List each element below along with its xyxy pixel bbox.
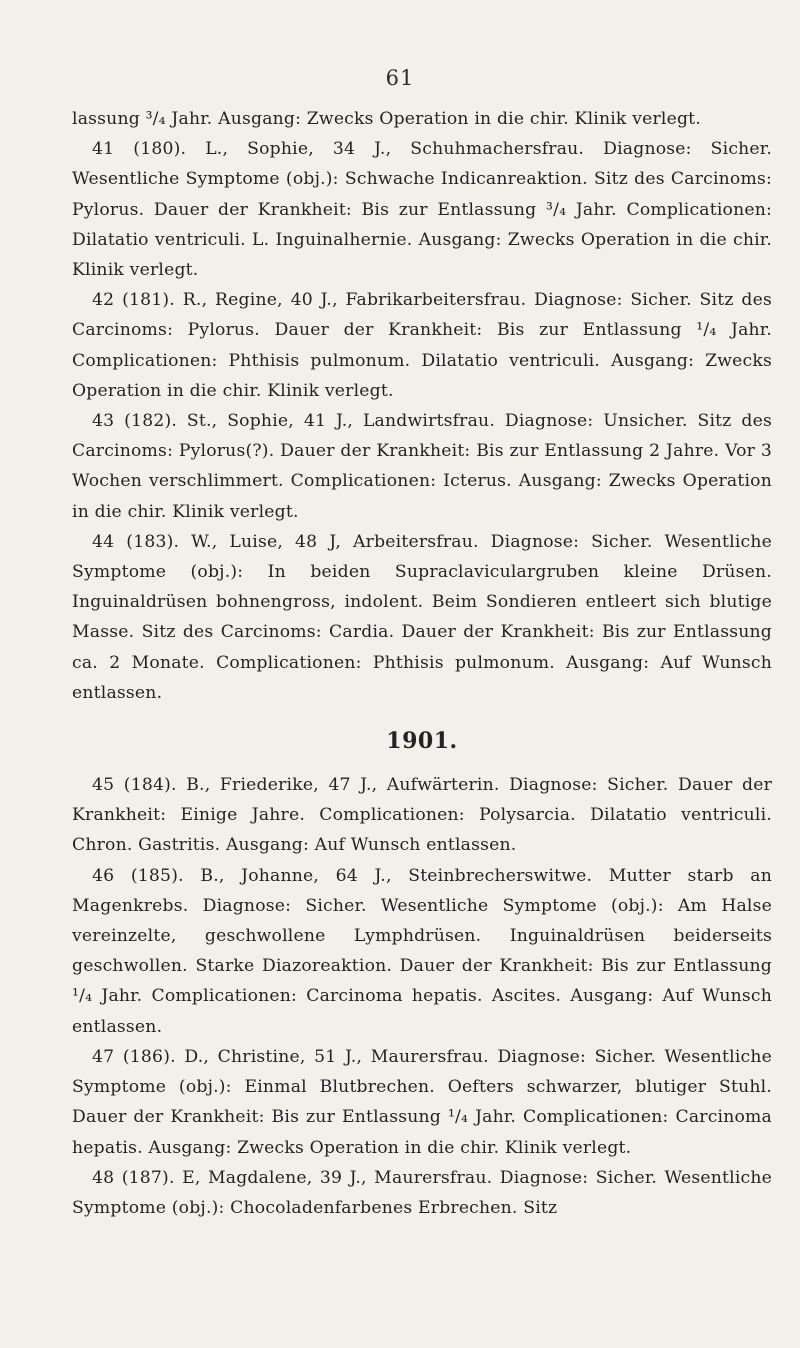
page-body bbox=[72, 104, 772, 1223]
paragraph: 47 (186). D., Christine, 51 J., Maurersfrau. Diagnose: Sicher. Wesentliche Symptome (obj.): Einmal Blutbrechen. Oefters schwarzer, blutiger Stuhl. Dauer der Krankheit: Bis zur Entlassung ¹/₄ Jahr. Complicationen: Carcinoma hepatis. Ausgang: Zwecks Operation in die chir. Klinik verlegt. bbox=[72, 1046, 772, 1158]
case-list-before bbox=[72, 104, 772, 708]
year-heading: 1901. bbox=[386, 728, 458, 755]
page-number: 61 bbox=[385, 66, 415, 90]
case-list-after bbox=[72, 770, 772, 1223]
paragraph: 43 (182). St., Sophie, 41 J., Landwirtsfrau. Diagnose: Unsicher. Sitz des Carcinoms: Pylorus(?). Dauer der Krankheit: Bis zur Entlassung 2 Jahre. Vor 3 Wochen verschlimmert. Complicationen: Icterus. Ausgang: Zwecks Operation in die chir. Klinik verlegt. bbox=[72, 411, 772, 522]
paragraph: 48 (187). E, Magdalene, 39 J., Maurersfrau. Diagnose: Sicher. Wesentliche Symptome (obj.): Chocoladenfarbenes Erbrechen. Sitz bbox=[72, 1167, 772, 1218]
paragraph: lassung ³/₄ Jahr. Ausgang: Zwecks Operation in die chir. Klinik verlegt. bbox=[72, 109, 701, 129]
paragraph: 41 (180). L., Sophie, 34 J., Schuhmachersfrau. Diagnose: Sicher. Wesentliche Symptome (obj.): Schwache Indicanreaktion. Sitz des Carcinoms: Pylorus. Dauer der Krankheit: Bis zur Entlassung ³/₄ Jahr. Complicationen: Dilatatio ventriculi. L. Inguinalhernie. Ausgang: Zwecks Operation in die chir. Klinik verlegt. bbox=[72, 139, 772, 281]
paragraph: 46 (185). B., Johanne, 64 J., Steinbrecherswitwe. Mutter starb an Magenkrebs. Diagnose: Sicher. Wesentliche Symptome (obj.): Am Halse vereinzelte, geschwollene Lymphdrüsen. Inguinaldrüsen beiderseits geschwollen. Starke Diazoreaktion. Dauer der Krankheit: Bis zur Entlassung ¹/₄ Jahr. Complicationen: Carcinoma hepatis. Ascites. Ausgang: Auf Wunsch entlassen. bbox=[72, 865, 772, 1037]
paragraph: 42 (181). R., Regine, 40 J., Fabrikarbeitersfrau. Diagnose: Sicher. Sitz des Carcinoms: Pylorus. Dauer der Krankheit: Bis zur Entlassung ¹/₄ Jahr. Complicationen: Phthisis pulmonum. Dilatatio ventriculi. Ausgang: Zwecks Operation in die chir. Klinik verlegt. bbox=[72, 290, 772, 401]
paragraph: 44 (183). W., Luise, 48 J, Arbeitersfrau. Diagnose: Sicher. Wesentliche Symptome (obj.): In beiden Supraclaviculargruben kleine Drüsen. Inguinaldrüsen bohnengross, indolent. Beim Sondieren entleert sich blutige Masse. Sitz des Carcinoms: Cardia. Dauer der Krankheit: Bis zur Entlassung ca. 2 Monate. Complicationen: Phthisis pulmonum. Ausgang: Auf Wunsch entlassen. bbox=[72, 531, 772, 703]
paragraph: 45 (184). B., Friederike, 47 J., Aufwärterin. Diagnose: Sicher. Dauer der Krankheit: Einige Jahre. Complicationen: Polysarcia. Dilatatio ventriculi. Chron. Gastritis. Ausgang: Auf Wunsch entlassen. bbox=[72, 775, 772, 856]
